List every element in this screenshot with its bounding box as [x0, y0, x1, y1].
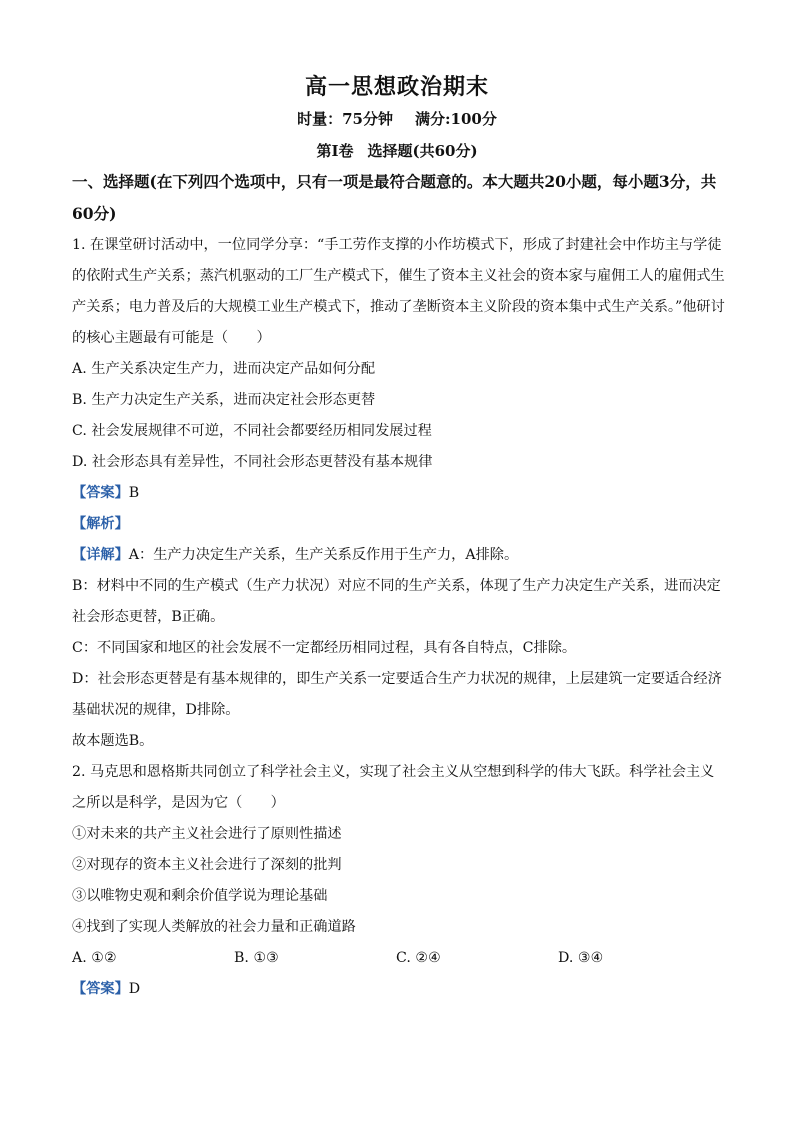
exam-meta	[0, 108, 794, 129]
question-1-conclusion: 故本题选B。	[72, 733, 154, 749]
part-name: 选择题(共60分)	[367, 142, 478, 160]
question-1-answer	[72, 478, 728, 509]
answer-value: D	[128, 981, 141, 997]
question-1-option-c: C. 社会发展规律不可逆，不同社会都要经历相同发展过程	[72, 423, 432, 439]
question-1-option-d: D. 社会形态具有差异性，不同社会形态更替没有基本规律	[72, 454, 433, 470]
question-2-option-d: D. ③④	[558, 950, 604, 966]
question-1-stem: 1. 在课堂研讨活动中，一位同学分享：“手工劳作支撑的小作坊模式下，形成了封建社会中作坊主与学徒的依附式生产关系；蒸汽机驱动的工厂生产模式下，催生了资本主义社会的资本家与雇佣工人的雇佣式生产关系；电力普及后的大规模工业生产模式下，推动了垄断资本主义阶段的资本集中式生产关系。”他研讨的核心主题最有可能是（ ）	[72, 237, 725, 346]
question-1-detail-d: D：社会形态更替是有基本规律的，即生产关系一定要适合生产力状况的规律，上层建筑一定要适合经济基础状况的规律，D排除。	[72, 671, 722, 718]
question-1-option-b: B. 生产力决定生产关系，进而决定社会形态更替	[72, 392, 376, 408]
exam-time: 时量：75分钟	[297, 110, 393, 128]
question-2-stem: 2. 马克思和恩格斯共同创立了科学社会主义，实现了社会主义从空想到科学的伟大飞跃。科学社会主义之所以是科学，是因为它（ ）	[72, 764, 715, 811]
question-2-item-3: ③以唯物史观和剩余价值学说为理论基础	[72, 888, 328, 904]
question-1-detail-b: B：材料中不同的生产模式（生产力状况）对应不同的生产关系，体现了生产力决定生产关系，进而决定社会形态更替，B正确。	[72, 578, 721, 625]
question-1-option-a: A. 生产关系决定生产力，进而决定产品如何分配	[72, 361, 376, 377]
answer-tag: 【答案】	[72, 981, 129, 997]
question-2-item-1: ①对未来的共产主义社会进行了原则性描述	[72, 826, 342, 842]
question-2-options	[72, 943, 728, 974]
part-number: 第Ⅰ卷	[316, 142, 354, 160]
question-2-item-2: ②对现存的资本主义社会进行了深刻的批判	[72, 857, 342, 873]
question-1-detail-c: C：不同国家和地区的社会发展不一定都经历相同过程，具有各自特点，C排除。	[72, 640, 577, 656]
section-heading: 一、选择题(在下列四个选项中，只有一项是最符合题意的。本大题共20小题，每小题3分，共60分)	[72, 172, 717, 223]
document-body	[72, 166, 728, 1005]
answer-tag: 【答案】	[72, 485, 129, 501]
answer-value: B	[128, 485, 140, 501]
question-2-option-c: C. ②④	[396, 950, 441, 966]
question-2-answer	[72, 974, 728, 1005]
part-heading	[0, 140, 794, 161]
question-2-option-b: B. ①③	[234, 950, 279, 966]
detail-tag: 【详解】	[72, 547, 129, 563]
detail-text-a: A：生产力决定生产关系，生产关系反作用于生产力，A排除。	[128, 547, 519, 563]
question-2-item-4: ④找到了实现人类解放的社会力量和正确道路	[72, 919, 356, 935]
analysis-tag: 【解析】	[72, 516, 129, 532]
question-1-detail-a	[72, 540, 728, 571]
page-title: 高一思想政治期末	[304, 74, 489, 100]
question-2-option-a: A. ①②	[72, 950, 117, 966]
question-1-analysis	[72, 509, 728, 540]
exam-score: 满分:100分	[415, 110, 497, 128]
